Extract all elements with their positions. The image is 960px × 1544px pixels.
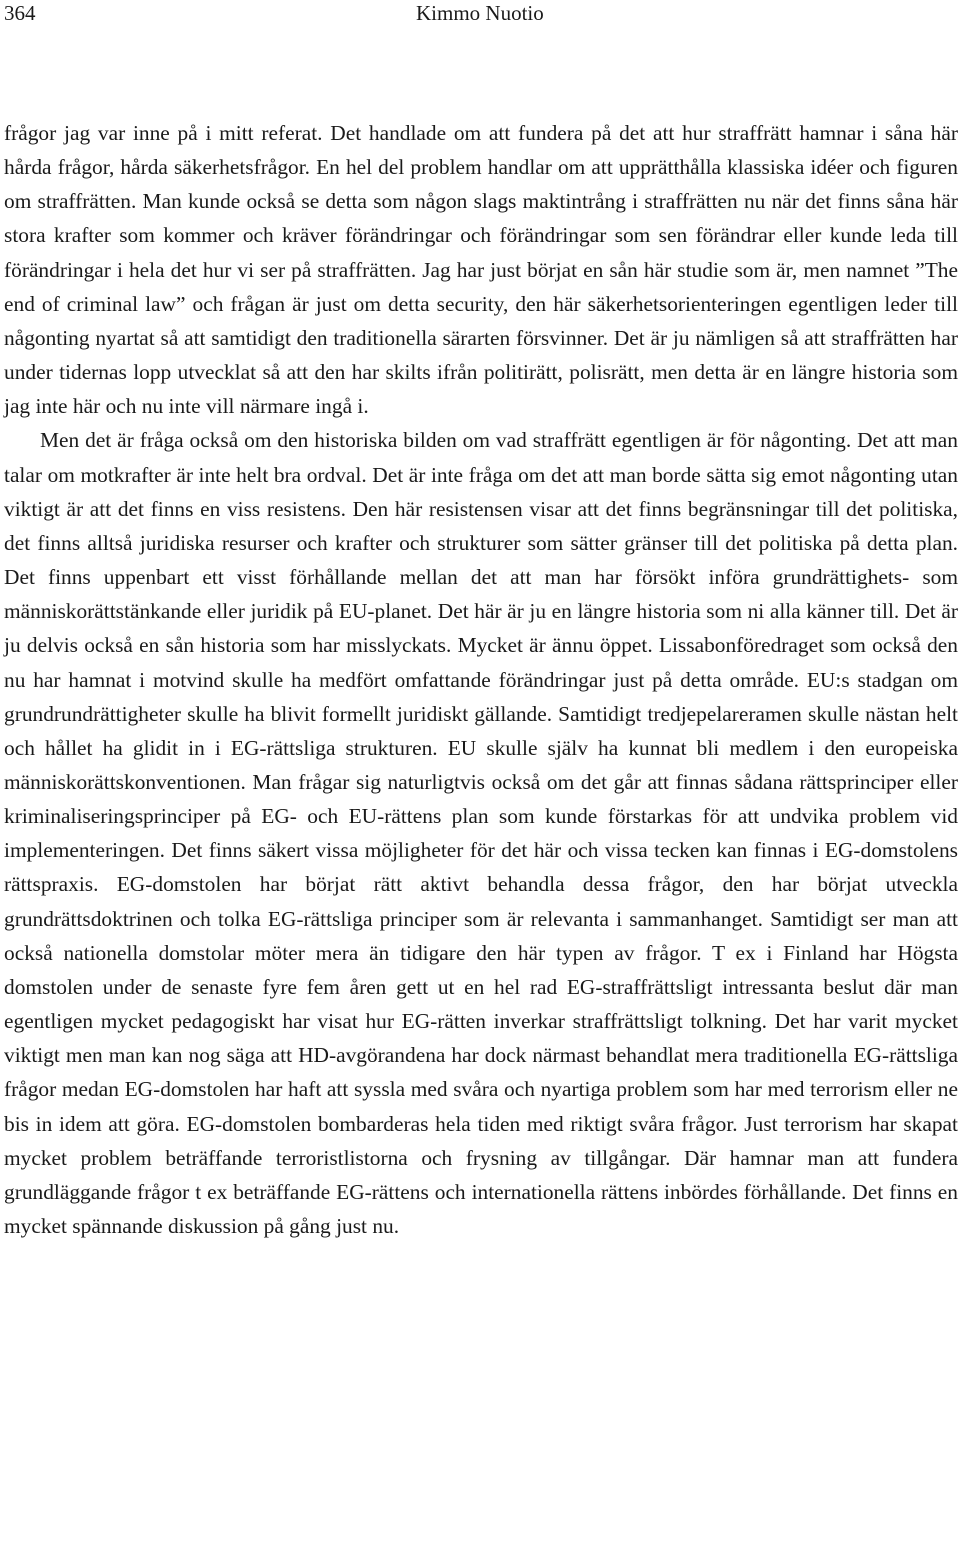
page-header	[4, 0, 954, 30]
running-head: Kimmo Nuotio	[416, 1, 544, 25]
body-text	[4, 116, 958, 1243]
paragraph-2: Men det är fråga också om den historiska bilden om vad straffrätt egentligen är för någonting. Det att man talar om motkrafter är inte helt bra ordval. Det är inte fråga om det att man borde sätta sig emot någonting utan viktigt är att det finns en viss resistens. Den här resistensen visar att det finns begränsningar till det politiska, det finns alltså juridiska resurser och krafter och strukturer som sätter gränser till det politiska på detta plan. Det finns uppenbart ett visst förhållande mellan det att man har försökt införa grundrättighets- som människorättstänkande eller juridik på EU-planet. Det här är ju en längre historia som ni alla känner till. Det är ju delvis också en sån historia som har misslyckats. Mycket är ännu öppet. Lissabonföredraget som också den nu har hamnat i motvind skulle ha medfört omfattande förändringar just på detta område. EU:s stadgan om grundrundrättigheter skulle ha blivit formellt juridiskt gällande. Samtidigt tredjepelareramen skulle nästan helt och hållet ha glidit in i EG-rättsliga strukturen. EU skulle själv ha kunnat bli medlem i den europeiska människorättskonventionen. Man frågar sig naturligtvis också om det går att finnas sådana rättsprinciper eller kriminaliseringsprinciper på EG- och EU-rättens plan som kunde förstarkas för att undvika problem vid implementeringen. Det finns säkert vissa möjligheter för det här och vissa tecken kan finnas i EG-domstolens rättspraxis. EG-domstolen har börjat rätt aktivt behandla dessa frågor, den har börjat utveckla grundrättsdoktrinen och tolka EG-rättsliga principer som är relevanta i sammanhanget. Samtidigt ser man att också nationella domstolar möter mera än tidigare den här typen av frågor. T ex i Finland har Högsta domstolen under de senaste fyre fem åren gett ut en hel rad EG-straffrättsligt intressanta beslut där man egentligen mycket pedagogiskt har visat hur EG-rätten inverkar straffrättsligt tolkning. Det har varit mycket viktigt men man kan nog säga att HD-avgörandena har dock närmast behandlat mera traditionella EG-rättsliga frågor medan EG-domstolen har haft att syssla med svåra och nyartiga problem som har med terrorism eller ne bis in idem att göra. EG-domstolen bombarderas hela tiden med riktigt svåra frågor. Just terrorism har skapat mycket problem beträffande terroristlistorna och frysning av tillgångar. Där hamnar man att fundera grundläggande frågor t ex beträffande EG-rättens och internationella rättens inbördes förhållande. Det finns en mycket spännande diskussion på gång just nu.	[4, 428, 958, 1238]
page-number: 364	[4, 1, 36, 25]
paragraph-1: frågor jag var inne på i mitt referat. Det handlade om att fundera på det att hur straffrätt hamnar i såna här hårda frågor, hårda säkerhetsfrågor. En hel del problem handlar om att upprätthålla klassiska idéer och figuren om straffrätten. Man kunde också se detta som någon slags maktintrång i straffrätten nu när det finns såna här stora krafter som kommer och kräver förändringar och förändringar som sen förändrar eller kunde leda till förändringar i hela det hur vi ser på straffrätten. Jag har just börjat en sån här studie som är, men namnet ”The end of criminal law” och frågan är just om detta security, den här säkerhetsorienteringen egentligen leder till någonting nyartat så att samtidigt den traditionella särarten försvinner. Det är ju nämligen så att straffrätten har under tidernas lopp utvecklat så att den har skilts ifrån politirätt, polisrätt, men detta är en längre historia som jag inte här och nu inte vill närmare ingå i.	[4, 121, 958, 419]
